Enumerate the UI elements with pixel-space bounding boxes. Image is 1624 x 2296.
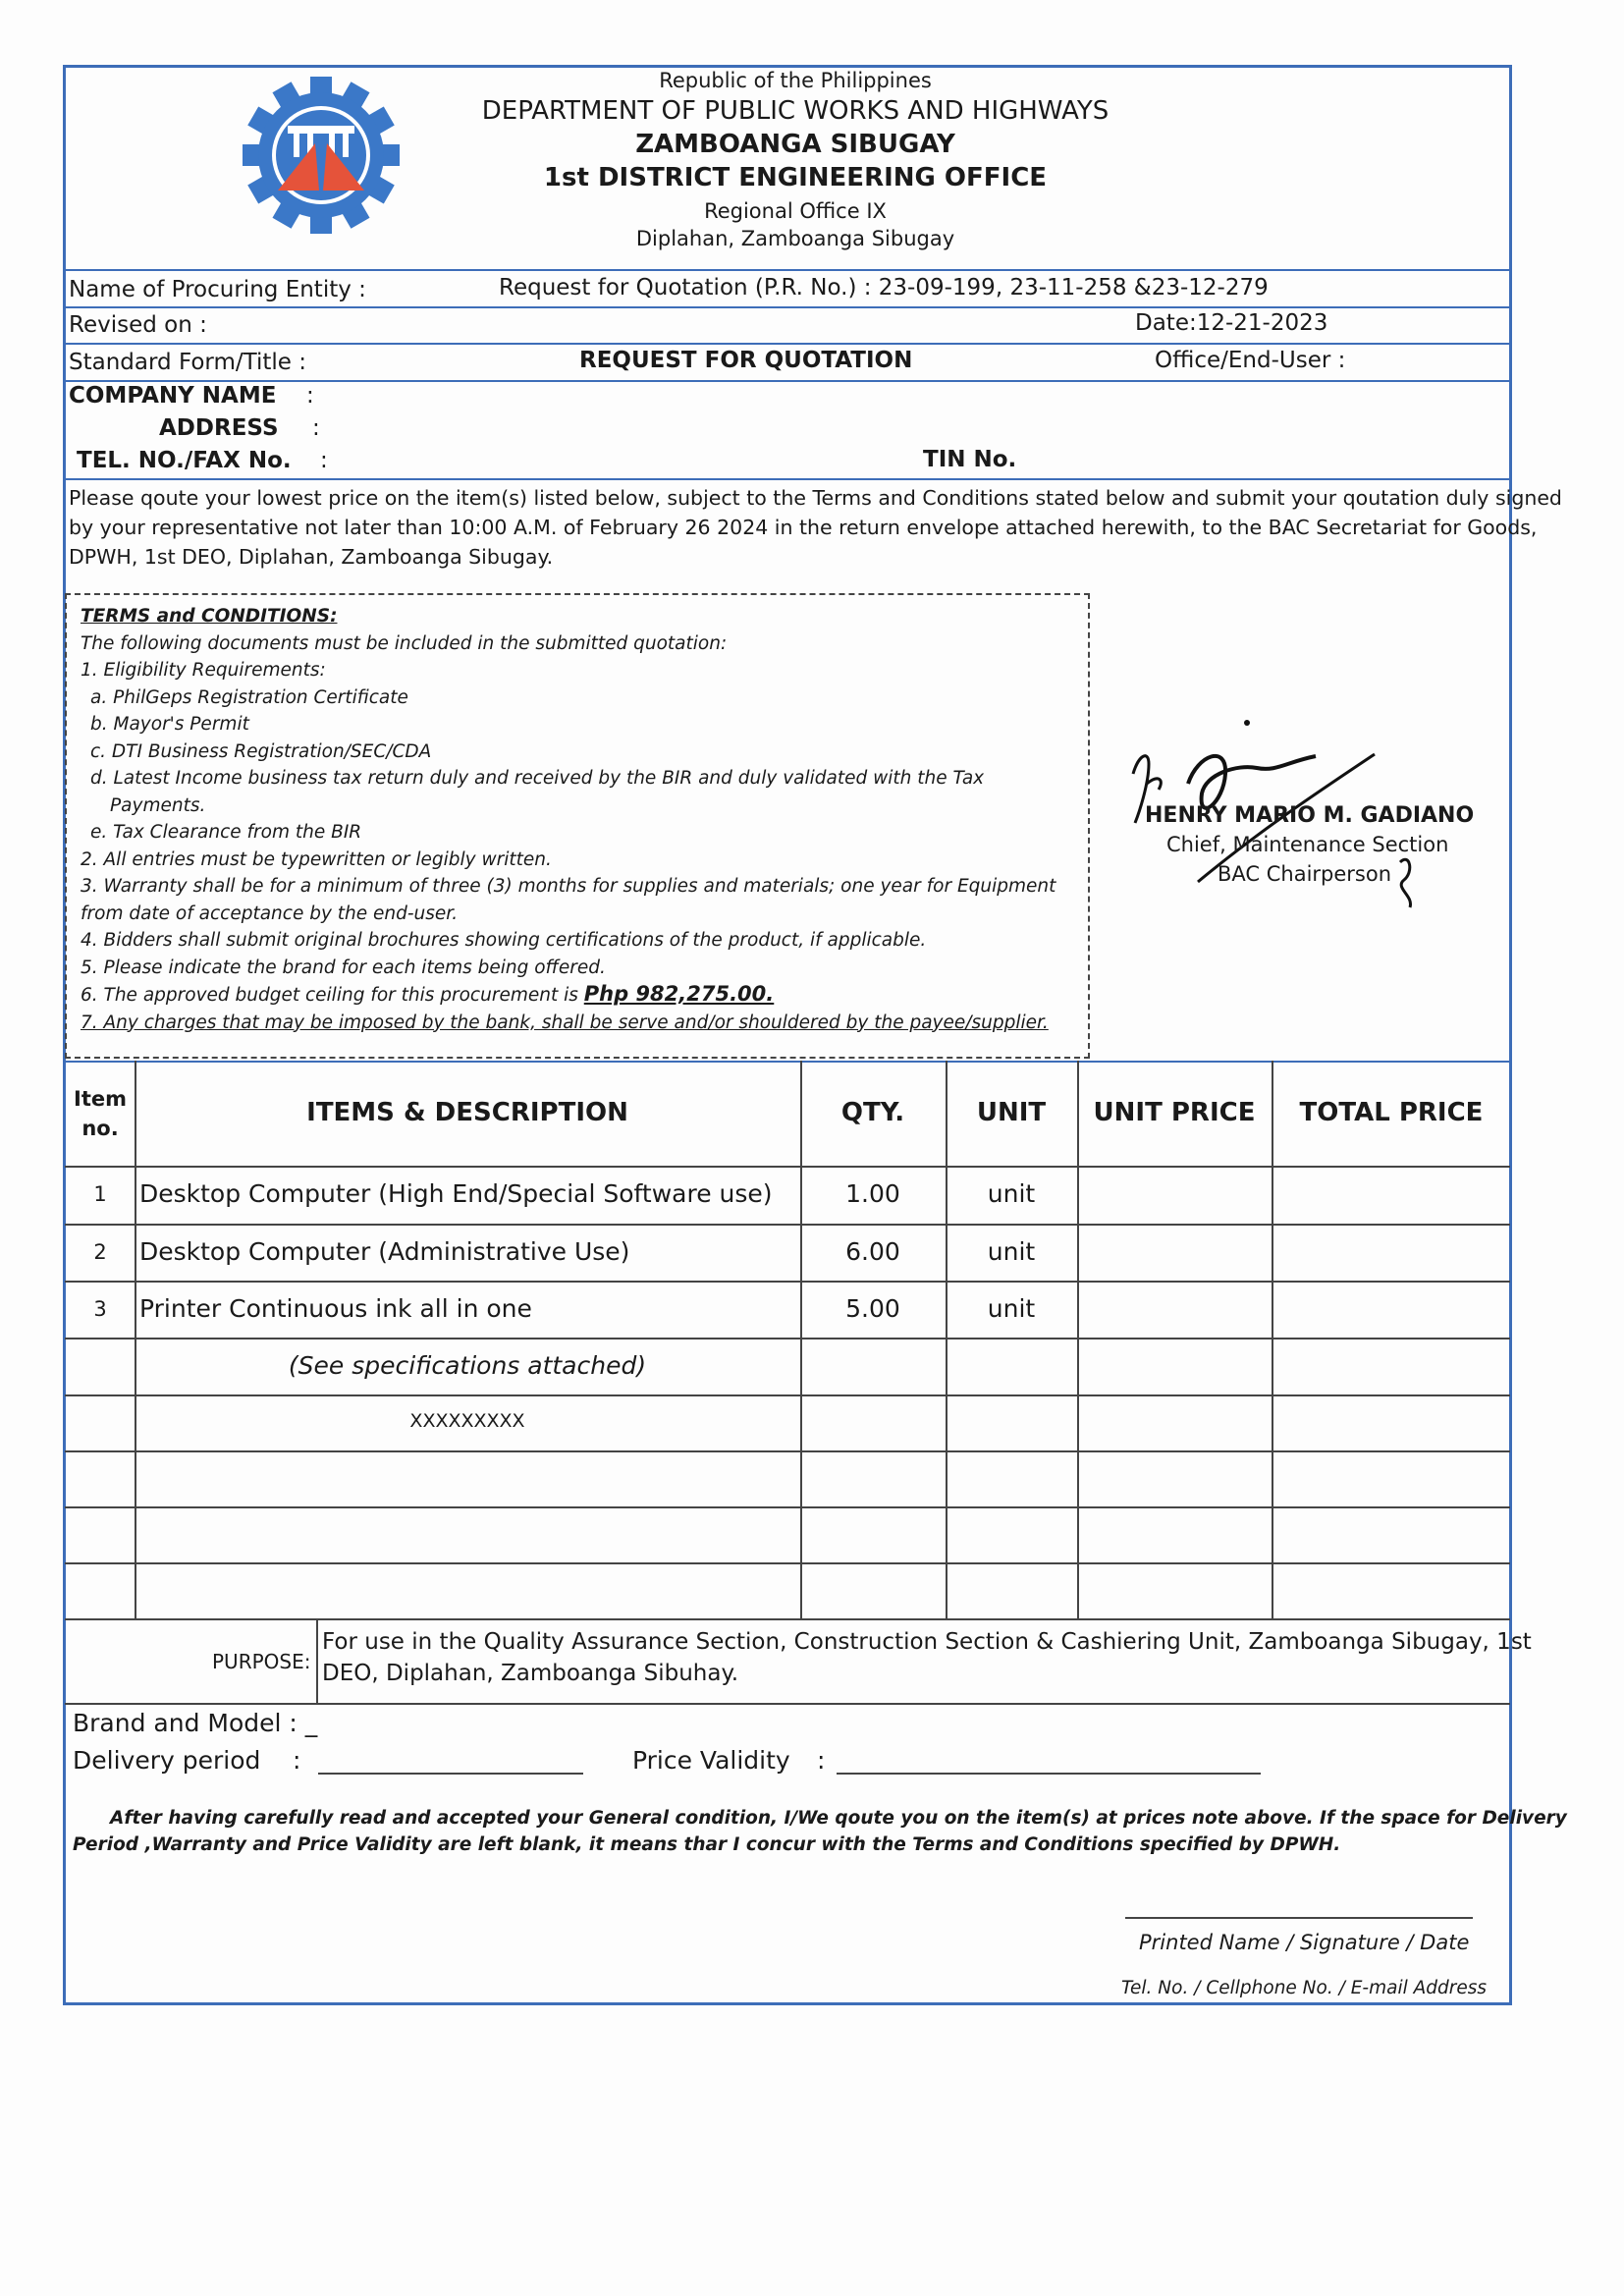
delivery-period-label: Delivery period (73, 1746, 261, 1775)
divider (63, 343, 1512, 345)
header-description: ITEMS & DESCRIPTION (306, 1098, 628, 1127)
form-title-label: Standard Form/Title : (69, 350, 306, 375)
instructions (69, 483, 1562, 572)
terms-item-text: 6. The approved budget ceiling for this procurement is (81, 985, 584, 1006)
colon: : (306, 383, 314, 409)
price-validity-line[interactable] (837, 1773, 1261, 1775)
statement-line: Period ,Warranty and Price Validity are left blank, it means thar I concur with the Terms and Conditions specified by DPWH. (73, 1834, 1341, 1855)
date-text: Date:12-21-2023 (1135, 310, 1328, 336)
location-text: Diplahan, Zamboanga Sibugay (635, 227, 955, 250)
item-no: 1 (93, 1182, 107, 1206)
column-divider (800, 1061, 802, 1618)
office-end-user-label: Office/End-User : (1155, 348, 1346, 373)
row-divider (65, 1506, 1510, 1508)
republic-text: Republic of the Philippines (659, 69, 932, 92)
column-divider (1272, 1061, 1273, 1618)
terms-item: 1. Eligibility Requirements: (81, 660, 326, 681)
table-top-border (63, 1061, 1512, 1063)
divider (63, 306, 1512, 308)
item-qty: 6.00 (845, 1237, 900, 1266)
header-unit: UNIT (976, 1098, 1047, 1127)
dpwh-logo-icon (240, 77, 403, 234)
signature-caption: Printed Name / Signature / Date (1139, 1931, 1470, 1954)
terms-subitem: a. PhilGeps Registration Certificate (90, 686, 408, 708)
purpose-text (322, 1626, 1532, 1689)
row-divider (65, 1166, 1510, 1168)
terms-item (81, 981, 1082, 1010)
terms-item: 2. All entries must be typewritten or legibly written. (81, 848, 552, 870)
price-validity-label: Price Validity (632, 1746, 790, 1775)
colon: : (293, 1746, 301, 1775)
column-divider (316, 1618, 318, 1703)
divider (63, 380, 1512, 382)
tel-fax-label: TEL. NO./FAX No. (77, 448, 292, 473)
item-unit: unit (987, 1294, 1036, 1323)
signatory-name: HENRY MARIO M. GADIANO (1145, 803, 1475, 828)
terms-subitem: c. DTI Business Registration/SEC/CDA (90, 740, 432, 762)
signatory-position: Chief, Maintenance Section (1166, 833, 1449, 856)
divider (63, 478, 1512, 480)
terms-subitem: d. Latest Income business tax return duly and received by the BIR and duly validated with the Tax (90, 768, 985, 789)
instruction-line: Please qoute your lowest price on the item(s) listed below, subject to the Terms and Conditions stated below and submit your qoutation duly signed (69, 486, 1562, 510)
terms-list (81, 603, 1082, 1036)
row-divider (65, 1224, 1510, 1226)
row-divider (65, 1338, 1510, 1339)
instruction-line: by your representative not later than 10:00 A.M. of February 26 2024 in the return envelope attached herewith, to the BAC Secretariat for Goods, (69, 516, 1538, 539)
colon: : (320, 448, 328, 473)
row-divider (65, 1562, 1510, 1564)
item-description: Desktop Computer (Administrative Use) (139, 1237, 630, 1266)
revised-label: Revised on : (69, 312, 207, 338)
item-unit: unit (987, 1179, 1036, 1208)
header-unit-price: UNIT PRICE (1093, 1098, 1256, 1127)
specifications-note: (See specifications attached) (288, 1351, 647, 1380)
office-text: 1st DISTRICT ENGINEERING OFFICE (543, 163, 1048, 192)
item-no: 3 (93, 1297, 107, 1321)
divider (63, 269, 1512, 271)
header-qty: QTY. (840, 1098, 905, 1127)
terms-item: from date of acceptance by the end-user. (81, 902, 459, 924)
tin-label: TIN No. (923, 447, 1017, 472)
terms-item: 5. Please indicate the brand for each items being offered. (81, 957, 606, 978)
row-divider (65, 1394, 1510, 1396)
row-divider (65, 1618, 1510, 1620)
item-qty: 1.00 (845, 1179, 900, 1208)
procuring-entity-label: Name of Procuring Entity : (69, 277, 366, 302)
budget-amount: Php 982,275.00. (583, 982, 775, 1006)
terms-title: TERMS and CONDITIONS: (81, 606, 338, 627)
column-divider (1077, 1061, 1079, 1618)
purpose-line: DEO, Diplahan, Zamboanga Sibuhay. (322, 1661, 739, 1686)
address-label: ADDRESS (159, 415, 279, 441)
terms-item: 7. Any charges that may be imposed by the bank, shall be serve and/or shouldered by the payee/supplier. (81, 1011, 1049, 1033)
item-no: 2 (93, 1240, 107, 1264)
brand-model-label: Brand and Model : _ (73, 1709, 318, 1737)
rfq-number: Request for Quotation (P.R. No.) : 23-09-199, 23-11-258 &23-12-279 (499, 275, 1269, 301)
item-description: Printer Continuous ink all in one (139, 1294, 532, 1323)
form-title: REQUEST FOR QUOTATION (579, 348, 913, 373)
acceptance-statement (73, 1805, 1567, 1858)
column-divider (946, 1061, 947, 1618)
province-text: ZAMBOANGA SIBUGAY (635, 130, 955, 159)
terms-subitem: b. Mayor's Permit (90, 714, 249, 735)
purpose-label: PURPOSE: (212, 1650, 311, 1673)
row-divider (65, 1450, 1510, 1452)
header-total-price: TOTAL PRICE (1299, 1098, 1484, 1127)
item-description: Desktop Computer (High End/Special Software use) (139, 1179, 773, 1208)
statement-line: After having carefully read and accepted your General condition, I/We qoute you on the item(s) at prices note above. If the space for Delivery (110, 1808, 1567, 1829)
company-name-label: COMPANY NAME (69, 383, 277, 409)
department-text: DEPARTMENT OF PUBLIC WORKS AND HIGHWAYS (481, 96, 1110, 126)
colon: : (312, 415, 320, 441)
row-divider (65, 1281, 1510, 1283)
delivery-period-line[interactable] (318, 1773, 583, 1775)
signature-line[interactable] (1125, 1917, 1473, 1919)
purpose-line: For use in the Quality Assurance Section, Construction Section & Cashiering Unit, Zamboanga Sibugay, 1st (322, 1629, 1532, 1655)
colon: : (817, 1746, 826, 1775)
instruction-line: DPWH, 1st DEO, Diplahan, Zamboanga Sibugay. (69, 545, 554, 569)
row-divider (65, 1703, 1510, 1705)
region-text: Regional Office IX (704, 199, 887, 223)
terms-item: 3. Warranty shall be for a minimum of three (3) months for supplies and materials; one year for Equipment (81, 876, 1056, 897)
item-qty: 5.00 (845, 1294, 900, 1323)
terms-item: 4. Bidders shall submit original brochures showing certifications of the product, if applicable. (81, 930, 927, 951)
terms-intro: The following documents must be included in the submitted quotation: (81, 632, 728, 654)
filler-text: XXXXXXXXX (409, 1410, 525, 1432)
terms-subitem: e. Tax Clearance from the BIR (90, 822, 362, 843)
item-unit: unit (987, 1237, 1036, 1266)
signatory-role: BAC Chairperson (1218, 862, 1392, 886)
column-divider (135, 1061, 136, 1618)
contact-caption: Tel. No. / Cellphone No. / E-mail Address (1121, 1978, 1488, 1998)
header-item-no: Item no. (74, 1087, 127, 1140)
terms-subitem: Payments. (110, 794, 206, 816)
